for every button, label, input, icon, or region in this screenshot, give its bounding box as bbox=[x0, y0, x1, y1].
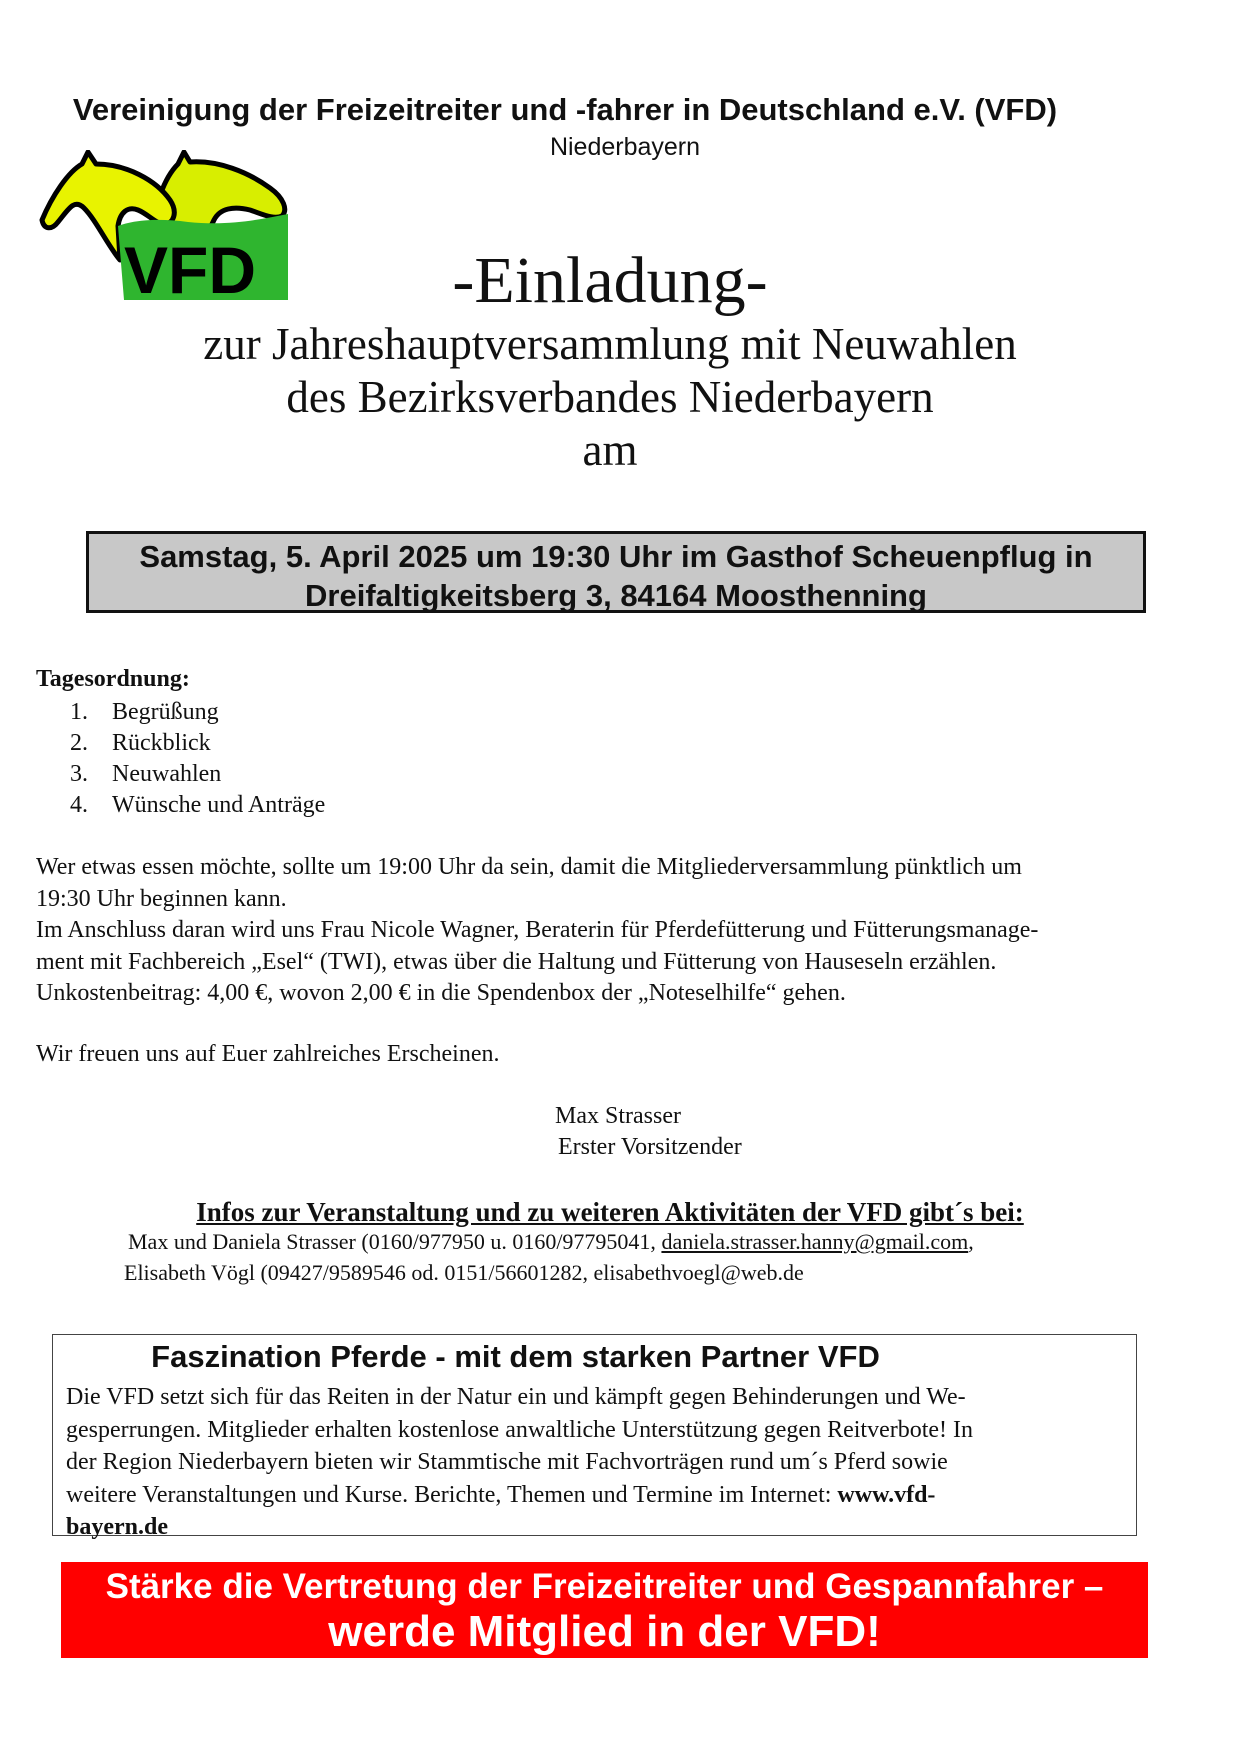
body-line: Wer etwas essen möchte, sollte um 19:00 Uhr da sein, damit die Mitgliederversammlung pünktlich um bbox=[36, 854, 1022, 880]
agenda-item-label: Begrüßung bbox=[112, 699, 219, 725]
body-line: 19:30 Uhr beginnen kann. bbox=[36, 885, 287, 912]
body-line: Unkostenbeitrag: 4,00 €, wovon 2,00 € in die Spendenbox der „Noteselhilfe“ gehen. bbox=[36, 980, 846, 1006]
banner-line-1: Stärke die Vertretung der Freizeitreiter und Gespannfahrer – bbox=[105, 1567, 1104, 1606]
contact-1-suffix: , bbox=[968, 1229, 974, 1254]
invitation-line-1: zur Jahreshauptversammlung mit Neuwahlen bbox=[203, 319, 1017, 369]
contact-line-2: Elisabeth Vögl (09427/9589546 od. 0151/56601282, elisabethvoegl@web.de bbox=[124, 1260, 804, 1285]
info-box-line: Die VFD setzt sich für das Reiten in der Natur ein und kämpft gegen Behinderungen und We- bbox=[66, 1384, 966, 1410]
organization-title: Vereinigung der Freizeitreiter und -fahrer in Deutschland e.V. (VFD) bbox=[72, 92, 1058, 127]
agenda-list bbox=[70, 697, 325, 821]
signature-role: Erster Vorsitzender bbox=[558, 1134, 742, 1160]
event-line-1: Samstag, 5. April 2025 um 19:30 Uhr im Gasthof Scheuenpflug in bbox=[139, 539, 1093, 574]
invitation-line-2: des Bezirksverbandes Niederbayern bbox=[286, 372, 934, 422]
agenda-item-label: Rückblick bbox=[112, 730, 211, 756]
body-line: Im Anschluss daran wird uns Frau Nicole Wagner, Beraterin für Pferdefütterung und Fütterungsmanage- bbox=[36, 917, 1039, 943]
info-box-line: gesperrungen. Mitglieder erhalten kostenlose anwaltliche Unterstützung gegen Reitverbote! In bbox=[66, 1416, 974, 1443]
agenda-item bbox=[70, 790, 325, 821]
invitation-title: -Einladung- bbox=[452, 244, 768, 317]
invitation-line-3: am bbox=[582, 425, 638, 475]
agenda-item bbox=[70, 697, 325, 728]
info-box-line bbox=[66, 1511, 1116, 1544]
agenda-item-number: 1. bbox=[70, 699, 88, 725]
info-box-title: Faszination Pferde - mit dem starken Partner VFD bbox=[151, 1339, 880, 1374]
info-box-line bbox=[66, 1479, 1116, 1512]
logo-text: VFD bbox=[124, 233, 256, 302]
agenda-item-label: Wünsche und Anträge bbox=[112, 792, 326, 818]
closing-text: Wir freuen uns auf Euer zahlreiches Erscheinen. bbox=[36, 1041, 500, 1067]
contact-1-text: Max und Daniela Strasser (0160/977950 u. 0160/97795041, bbox=[128, 1229, 662, 1254]
contact-line-1 bbox=[128, 1229, 974, 1255]
website-link[interactable]: www.vfd- bbox=[837, 1481, 936, 1508]
signature-name: Max Strasser bbox=[555, 1103, 681, 1129]
membership-banner bbox=[61, 1562, 1148, 1658]
info-box bbox=[52, 1334, 1137, 1540]
agenda-item-number: 2. bbox=[70, 730, 88, 756]
banner-line-2: werde Mitglied in der VFD! bbox=[328, 1607, 881, 1656]
body-line: ment mit Fachbereich „Esel“ (TWI), etwas über die Haltung und Fütterung von Hauseseln erzählen. bbox=[36, 948, 997, 975]
organization-region: Niederbayern bbox=[549, 133, 701, 161]
info-box-text bbox=[66, 1381, 1116, 1544]
agenda-item bbox=[70, 728, 325, 759]
invitation-subtitle bbox=[0, 318, 1220, 477]
event-line-2: Dreifaltigkeitsberg 3, 84164 Moosthenning bbox=[305, 578, 927, 613]
agenda-item bbox=[70, 759, 325, 790]
infos-heading: Infos zur Veranstaltung und zu weiteren Aktivitäten der VFD gibt´s bei: bbox=[196, 1197, 1024, 1227]
body-text bbox=[36, 852, 1186, 1010]
website-link-continued[interactable]: bayern.de bbox=[66, 1514, 168, 1540]
agenda-item-label: Neuwahlen bbox=[112, 761, 222, 787]
agenda-item-number: 4. bbox=[70, 792, 88, 818]
contact-1-email-link[interactable]: daniela.strasser.hanny@gmail.com bbox=[661, 1229, 969, 1254]
agenda-heading: Tagesordnung: bbox=[36, 666, 190, 692]
agenda-item-number: 3. bbox=[70, 761, 88, 787]
info-box-line-4-text: weitere Veranstaltungen und Kurse. Berichte, Themen und Termine im Internet: bbox=[66, 1481, 838, 1508]
info-box-line: der Region Niederbayern bieten wir Stammtische mit Fachvorträgen rund um´s Pferd sowie bbox=[66, 1449, 948, 1475]
event-date-box bbox=[86, 531, 1146, 613]
